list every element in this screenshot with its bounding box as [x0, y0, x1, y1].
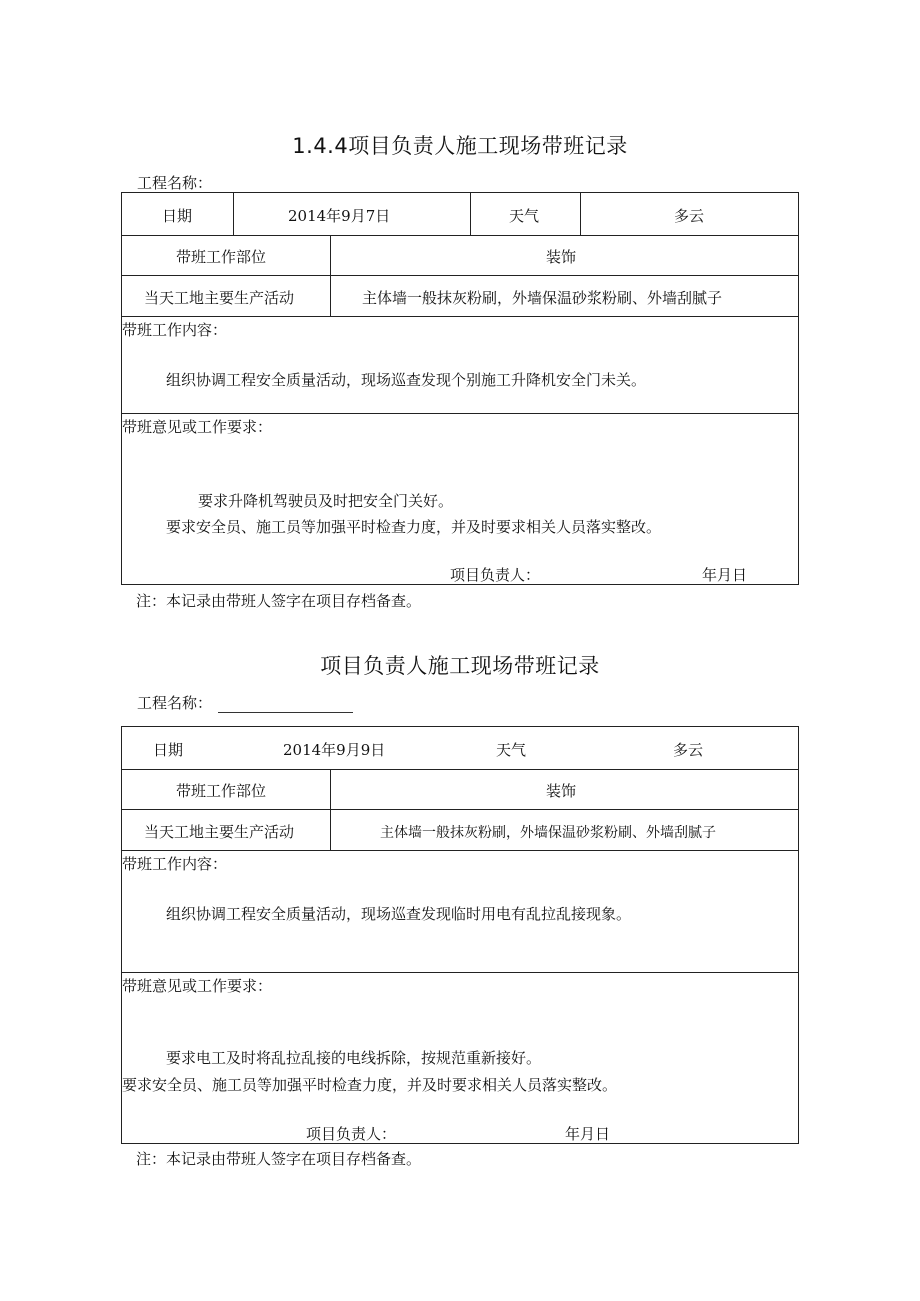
opinion-line-1: 要求电工及时将乱拉乱接的电线拆除，按规范重新接好。: [166, 1049, 542, 1067]
weather-value: 多云: [673, 741, 704, 759]
activity-value: 主体墙一般抹灰粉刷，外墙保温砂浆粉刷、外墙刮腻子: [362, 289, 723, 307]
date-value: 2014年9月7日: [288, 207, 391, 225]
content-label: 带班工作内容：: [122, 855, 228, 873]
date-label: 日期: [162, 207, 193, 225]
project-name-blank: [218, 178, 336, 193]
opinion-line-1: 要求升降机驾驶员及时把安全门关好。: [198, 492, 454, 510]
record1-table: [121, 192, 799, 585]
signature-date: 年月日: [702, 566, 748, 584]
record2-table: [121, 726, 799, 1144]
project-name-label: 工程名称：: [137, 174, 213, 192]
record2-title: 项目负责人施工现场带班记录: [320, 654, 600, 678]
record1-title: 1.4.4项目负责人施工现场带班记录: [292, 134, 628, 158]
date-label: 日期: [153, 741, 184, 759]
record1-project-name-row: [137, 172, 336, 193]
content-label: 带班工作内容：: [122, 321, 228, 339]
weather-label: 天气: [496, 741, 527, 759]
activity-label: 当天工地主要生产活动: [144, 289, 295, 307]
activity-label: 当天工地主要生产活动: [144, 823, 295, 841]
opinion-line-2: 要求安全员、施工员等加强平时检查力度，并及时要求相关人员落实整改。: [122, 1076, 618, 1094]
signature-date: 年月日: [565, 1125, 611, 1143]
record1-note: 注：本记录由带班人签字在项目存档备查。: [136, 592, 422, 610]
project-name-label: 工程名称：: [137, 694, 213, 712]
project-name-blank: [218, 698, 353, 713]
record2-note: 注：本记录由带班人签字在项目存档备查。: [136, 1150, 422, 1168]
opinion-label: 带班意见或工作要求：: [122, 418, 273, 436]
activity-value: 主体墙一般抹灰粉刷，外墙保温砂浆粉刷、外墙刮腻子: [380, 825, 716, 841]
record2-project-name-row: [137, 692, 353, 713]
content-text: 组织协调工程安全质量活动，现场巡查发现个别施工升降机安全门未关。: [166, 371, 647, 389]
dept-label: 带班工作部位: [176, 248, 267, 266]
dept-label: 带班工作部位: [176, 782, 267, 800]
content-text: 组织协调工程安全质量活动，现场巡查发现临时用电有乱拉乱接现象。: [166, 905, 632, 923]
opinion-line-2: 要求安全员、施工员等加强平时检查力度，并及时要求相关人员落实整改。: [166, 518, 662, 536]
signature-label: 项目负责人：: [450, 566, 541, 584]
signature-label: 项目负责人：: [306, 1125, 397, 1143]
weather-value: 多云: [674, 207, 705, 225]
opinion-label: 带班意见或工作要求：: [122, 977, 273, 995]
date-value: 2014年9月9日: [283, 741, 386, 759]
dept-value: 装饰: [546, 248, 577, 266]
weather-label: 天气: [509, 207, 540, 225]
dept-value: 装饰: [546, 782, 577, 800]
